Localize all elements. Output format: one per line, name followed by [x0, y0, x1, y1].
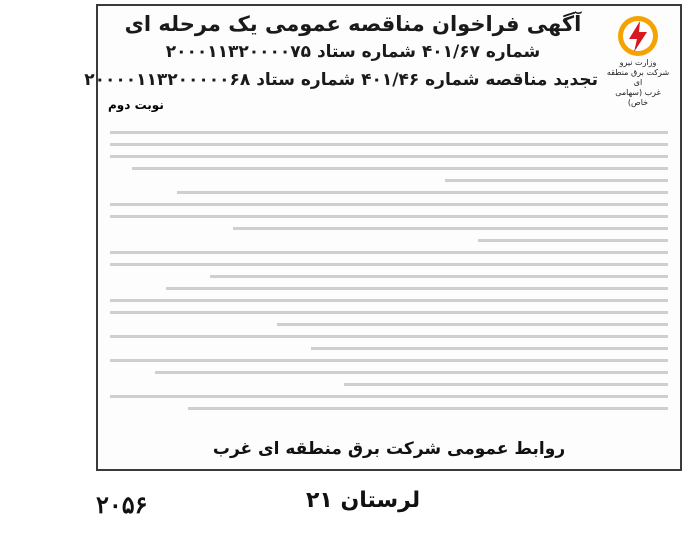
notice-footer: روابط عمومی شرکت برق منطقه ای غرب: [212, 439, 566, 459]
renewed-tender-number: تجدید مناقصه شماره ۴۰۱/۴۶ شماره ستاد ۲۰۰۰۰۱۱۳۲۰۰۰۰۰۶۸: [84, 70, 598, 90]
company-logo: [606, 14, 670, 108]
lightning-bolt-icon: [616, 14, 660, 58]
notice-title: آگهی فراخوان مناقصه عمومی یک مرحله ای: [124, 12, 582, 36]
publication-turn: نوبت دوم: [108, 98, 164, 112]
logo-line-2: شرکت برق منطقه ای: [606, 68, 670, 87]
notice-body-text-placeholder: [110, 122, 668, 432]
page-number: ۲۰۵۶: [96, 490, 148, 519]
notice-frame: [84, 4, 682, 471]
tender-number: شماره ۴۰۱/۶۷ شماره ستاد ۲۰۰۰۱۱۳۲۰۰۰۰۷۵: [165, 42, 541, 62]
logo-line-1: وزارت نیرو: [619, 58, 657, 67]
city-caption: لرستان ۲۱: [306, 488, 421, 513]
logo-line-3: غرب (سهامی خاص): [615, 88, 661, 107]
